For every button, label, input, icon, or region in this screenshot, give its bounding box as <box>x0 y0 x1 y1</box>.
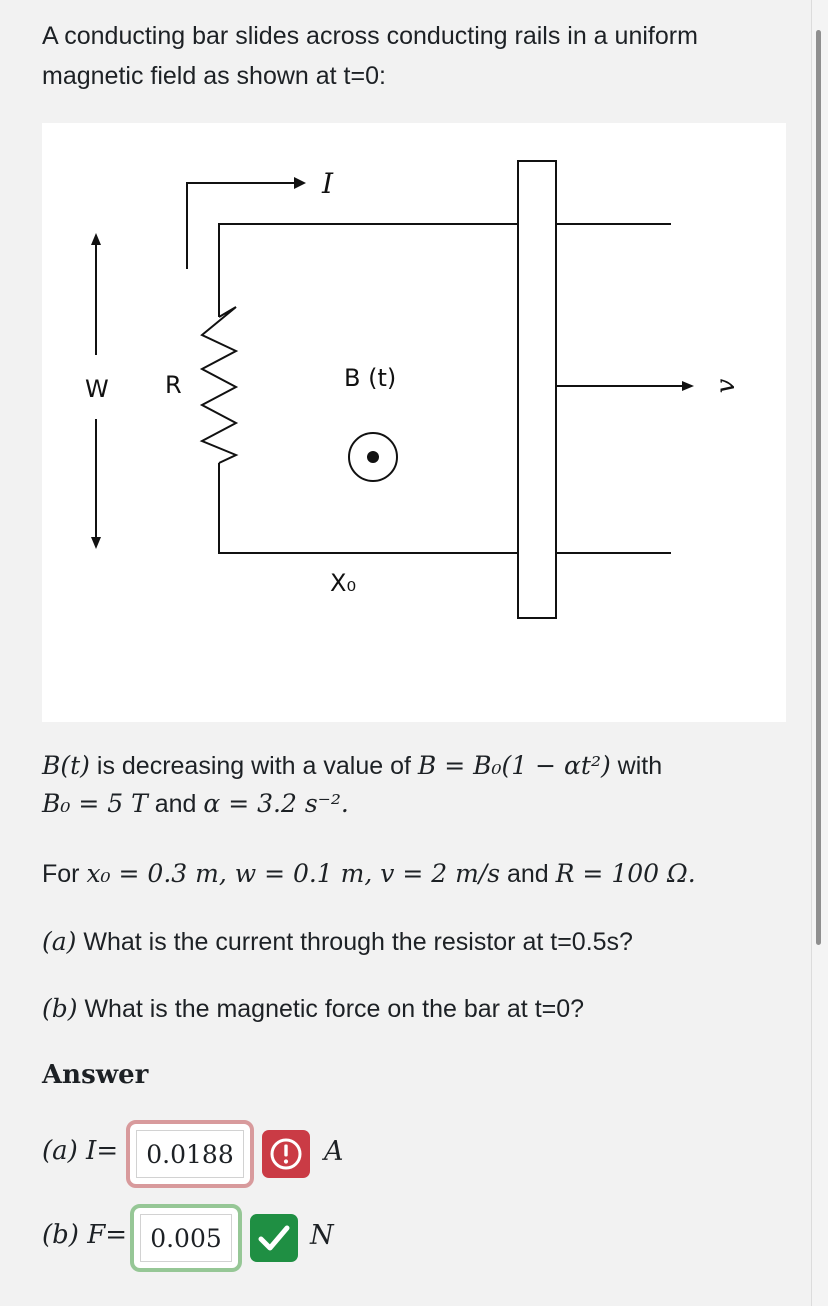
answer-b-row <box>42 1206 362 1266</box>
given-values-line <box>42 858 696 890</box>
top-rail-left <box>219 224 518 317</box>
checkmark-icon <box>250 1214 298 1262</box>
part-b-question <box>42 993 584 1025</box>
answer-a-input[interactable]: 0.0188 <box>136 1130 244 1178</box>
current-label: I <box>322 167 334 200</box>
answer-heading: Answer <box>42 1060 149 1090</box>
answer-a-unit: A <box>324 1136 344 1167</box>
line2-and: and <box>147 790 204 818</box>
part-a-text: What is the current through the resistor at t=0.5s? <box>76 928 633 956</box>
line1-text1: is decreasing with a value of <box>89 752 418 780</box>
answer-a-label: (a) I= <box>42 1136 119 1166</box>
width-arrowhead-up <box>91 233 101 245</box>
given-values: x₀ = 0.3 m, w = 0.1 m, v = 2 m/s <box>86 859 501 888</box>
line3-prefix: For <box>42 860 87 888</box>
part-a-question <box>42 926 633 958</box>
constants-line <box>42 788 349 820</box>
question-intro: A conducting bar slides across conducting rails in a uniform magnetic field as shown at t=0: <box>42 22 698 90</box>
velocity-arrowhead <box>682 381 694 391</box>
answer-b-input[interactable]: 0.005 <box>140 1214 232 1262</box>
width-arrowhead-down <box>91 537 101 549</box>
b0-value: = 5 T <box>70 789 148 818</box>
incorrect-badge <box>262 1130 310 1178</box>
position-label: X₀ <box>330 569 357 597</box>
sliding-bar <box>518 161 556 618</box>
circuit-figure <box>42 123 786 722</box>
answer-b-label: (b) F= <box>42 1220 128 1250</box>
bottom-rail-left <box>219 463 518 553</box>
part-a-marker: (a) <box>42 927 77 956</box>
resistor-label: R <box>165 371 182 399</box>
line3-and: and <box>500 860 556 888</box>
field-formula: B = B₀(1 − αt²) <box>417 751 611 780</box>
circuit-diagram <box>42 123 786 722</box>
answer-b-unit: N <box>310 1220 334 1251</box>
correct-badge <box>250 1214 298 1262</box>
field-description-line <box>42 750 662 782</box>
part-b-marker: (b) <box>42 994 78 1023</box>
current-indicator-line <box>187 183 294 269</box>
exclamation-circle-icon <box>262 1130 310 1178</box>
scrollbar[interactable] <box>816 30 821 945</box>
field-dot <box>367 451 379 463</box>
current-arrowhead <box>294 177 306 189</box>
field-label: B (t) <box>344 364 397 392</box>
resistor-zigzag <box>202 307 236 463</box>
part-b-text: What is the magnetic force on the bar at t=0? <box>77 995 585 1023</box>
b0-symbol: B₀ <box>42 789 71 818</box>
line1-text2: with <box>610 752 663 780</box>
velocity-label: v <box>711 378 741 394</box>
answer-a-row <box>42 1122 362 1182</box>
b-of-t: B(t) <box>42 751 90 780</box>
resistance-value: R = 100 Ω. <box>555 859 696 888</box>
width-label: W <box>85 375 109 403</box>
alpha-value: α = 3.2 s⁻². <box>203 789 349 818</box>
